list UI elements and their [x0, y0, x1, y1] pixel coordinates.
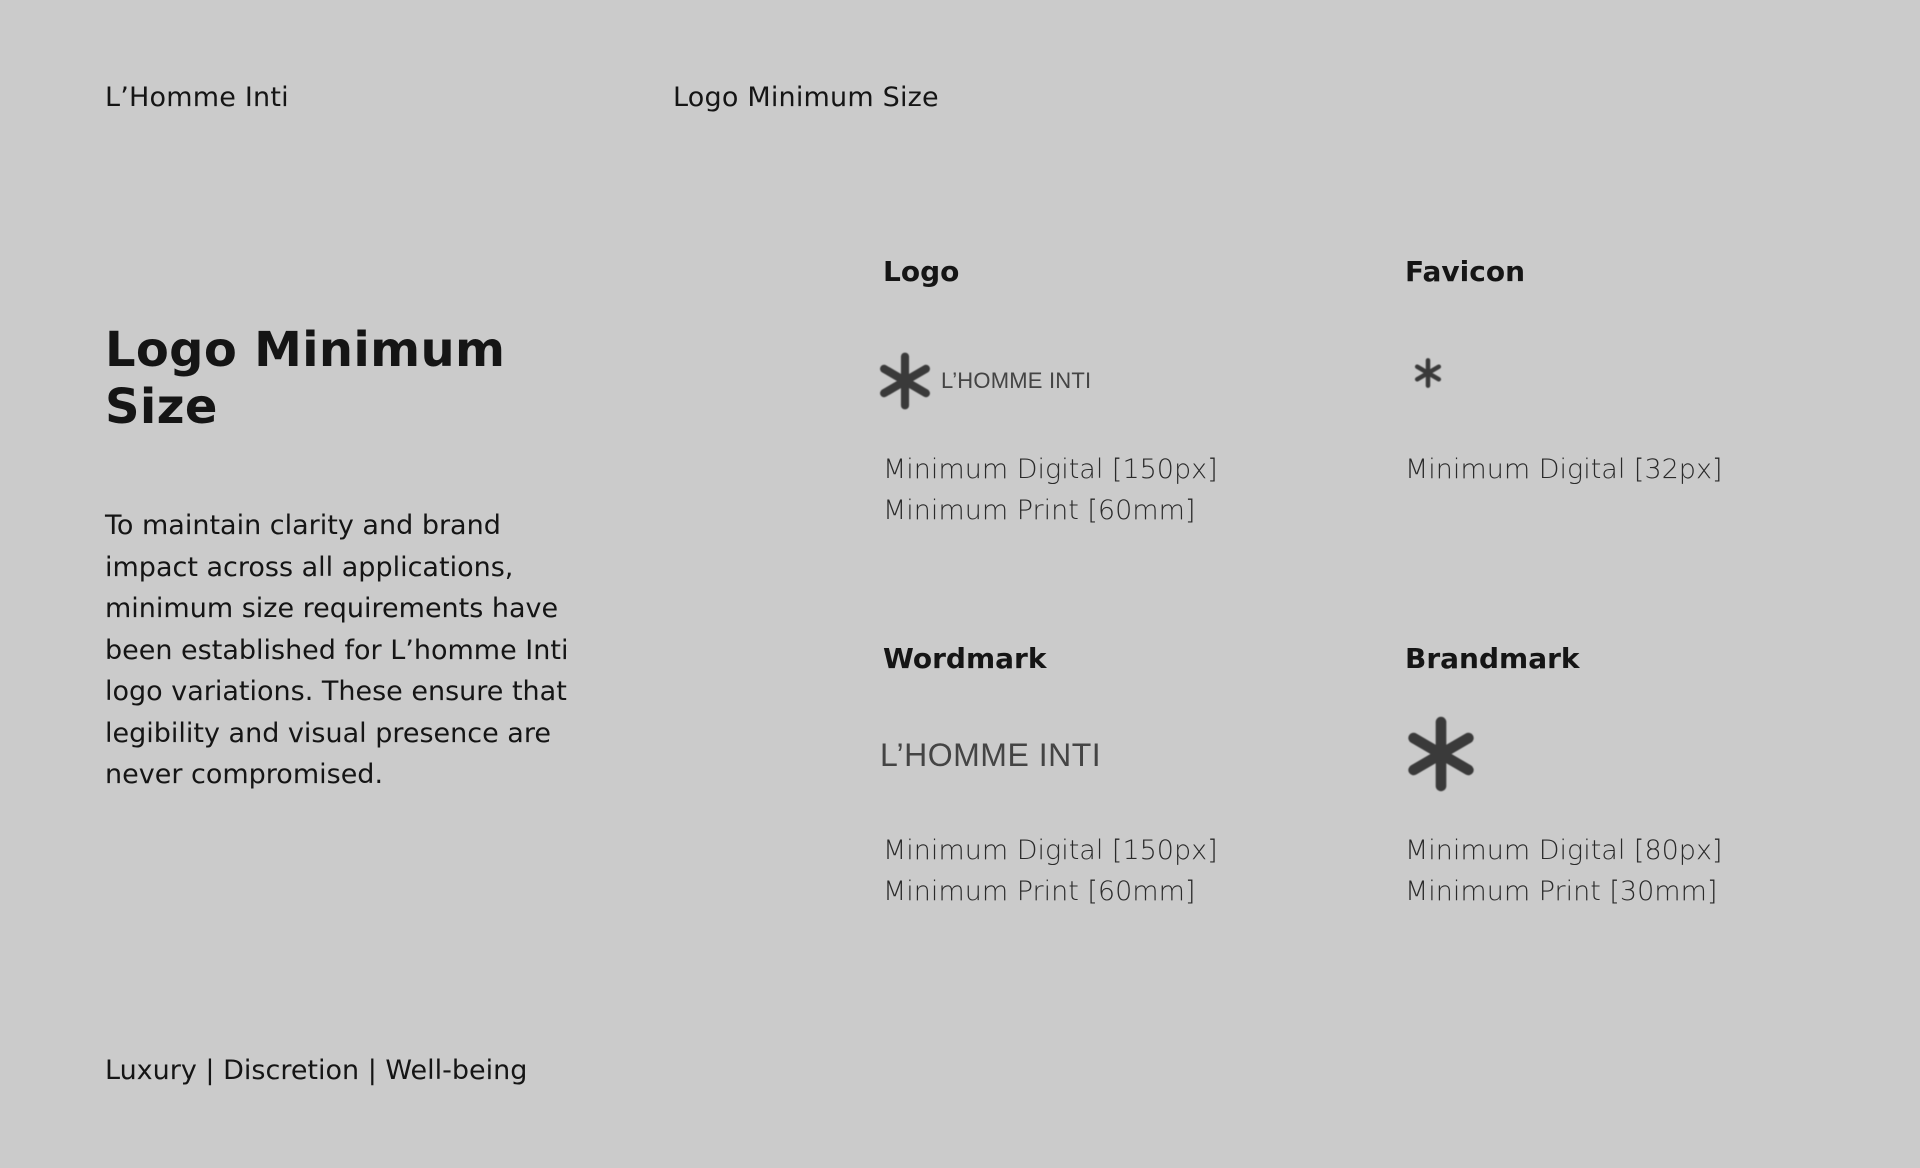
- wordmark-spec-digital: Minimum Digital [150px]: [883, 835, 1218, 866]
- page-title: Logo Minimum Size: [105, 322, 506, 435]
- wordmark-text: L’HOMME INTI: [880, 737, 1102, 773]
- favicon-card-title: Favicon: [1405, 255, 1525, 288]
- logo-spec-print: Minimum Print [60mm]: [883, 495, 1196, 526]
- brand-name: L’Homme Inti: [105, 82, 289, 113]
- footer-tagline: Luxury | Discretion | Well-being: [105, 1055, 528, 1086]
- wordmark-card-title: Wordmark: [883, 642, 1047, 675]
- wordmark-spec-print: Minimum Print [60mm]: [883, 876, 1196, 907]
- logo-star-icon: [876, 352, 934, 410]
- logo-card-title: Logo: [883, 255, 960, 288]
- page-description: To maintain clarity and brand impact across all applications, minimum size requirements have been established for L’homme Inti logo variations. These ensure that legibility and visual presence are never compromised.: [105, 510, 569, 790]
- favicon-star-icon: [1413, 358, 1443, 388]
- brandmark-star-icon: [1403, 716, 1479, 792]
- logo-spec-digital: Minimum Digital [150px]: [883, 454, 1218, 485]
- logo-wordmark: L’HOMME INTI: [941, 368, 1092, 393]
- brandmark-card-title: Brandmark: [1405, 642, 1580, 675]
- section-label: Logo Minimum Size: [673, 82, 939, 113]
- brandmark-spec-digital: Minimum Digital [80px]: [1405, 835, 1723, 866]
- favicon-spec-digital: Minimum Digital [32px]: [1405, 454, 1723, 485]
- brandmark-spec-print: Minimum Print [30mm]: [1405, 876, 1718, 907]
